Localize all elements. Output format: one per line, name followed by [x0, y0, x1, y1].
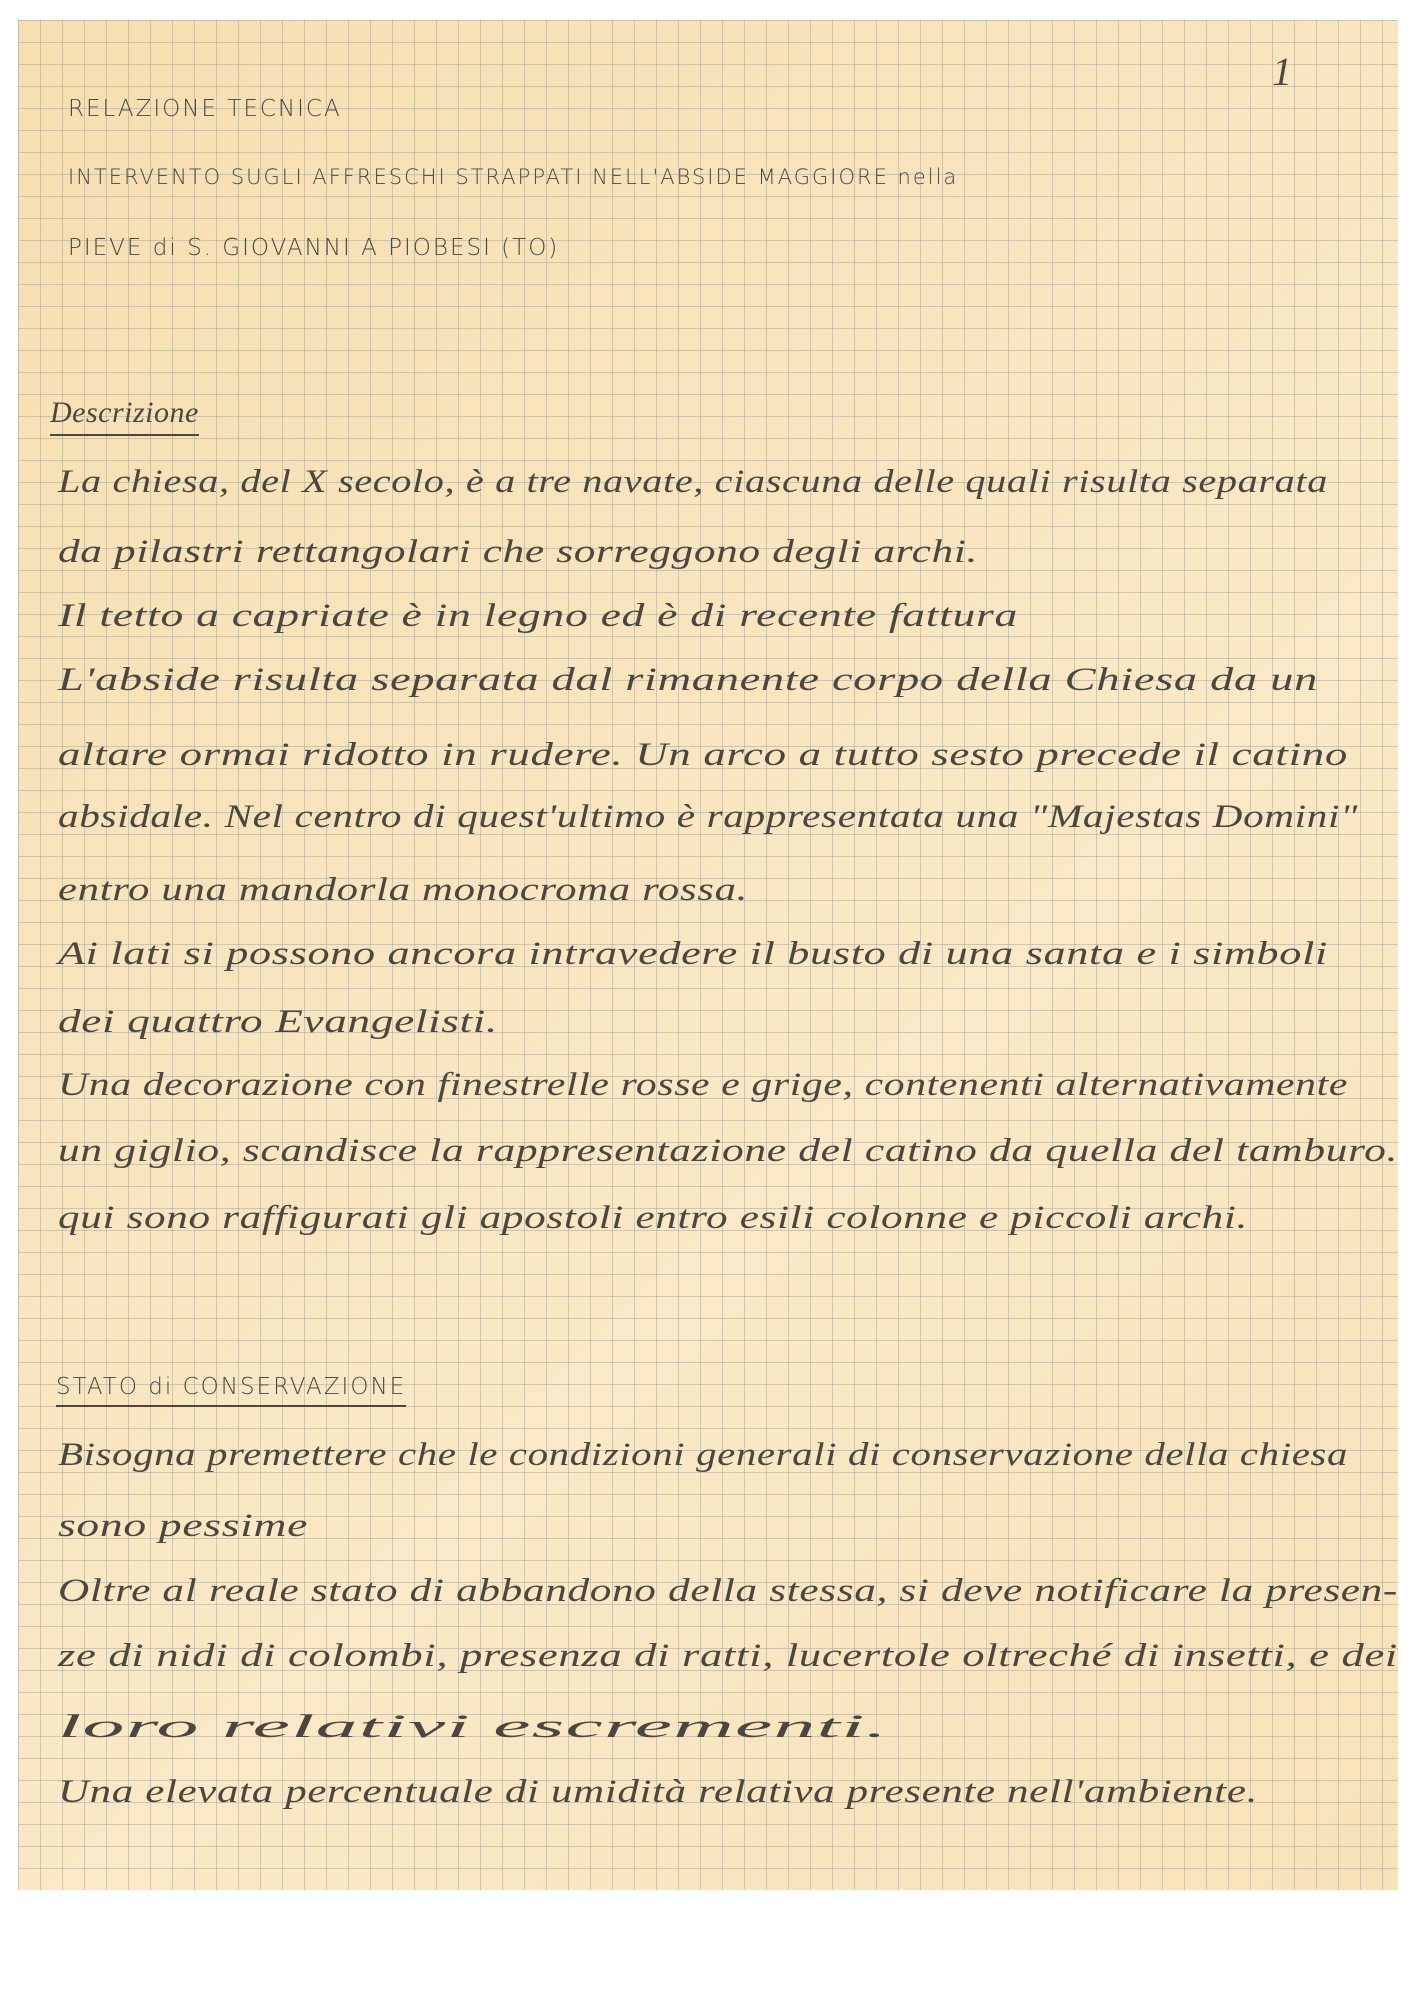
handwritten-line: Bisogna premettere che le condizioni generali di conservazione della chiesa [58, 1437, 1348, 1473]
section-heading-descrizione: Descrizione [50, 398, 199, 436]
handwritten-line: loro relativi escrementi. [58, 1709, 888, 1745]
handwritten-line: Oltre al reale stato di abbandono della stessa, si deve notificare la presen- [58, 1573, 1398, 1609]
handwritten-line: Il tetto a capriate è in legno ed è di recente fattura [58, 598, 1018, 634]
handwritten-line: L'abside risulta separata dal rimanente corpo della Chiesa da un [58, 662, 1318, 698]
handwritten-line: da pilastri rettangolari che sorreggono degli archi. [58, 534, 978, 570]
handwritten-line: entro una mandorla monocroma rossa. [58, 872, 748, 908]
handwritten-line: Ai lati si possono ancora intravedere il busto di una santa e i simboli [58, 936, 1328, 972]
handwritten-line: altare ormai ridotto in rudere. Un arco a tutto sesto precede il catino [58, 737, 1348, 773]
handwritten-line: absidale. Nel centro di quest'ultimo è rappresentata una "Majestas Domini" [58, 799, 1358, 835]
handwritten-line: dei quattro Evangelisti. [58, 1004, 498, 1040]
handwritten-line: un giglio, scandisce la rappresentazione del catino da quella del tamburo. [58, 1133, 1398, 1169]
handwritten-line: qui sono raffigurati gli apostoli entro esili colonne e piccoli archi. [58, 1200, 1248, 1236]
page-number: 1 [1272, 49, 1292, 94]
handwritten-line: Una elevata percentuale di umidità relativa presente nell'ambiente. [58, 1774, 1258, 1810]
handwritten-line: sono pessime [58, 1508, 308, 1544]
section-heading-stato-conservazione: STATO di CONSERVAZIONE [56, 1376, 406, 1407]
document-subtitle-line-2: PIEVE di S. GIOVANNI A PIOBESI (TO) [68, 235, 560, 261]
document-title: RELAZIONE TECNICA [68, 96, 342, 122]
document-subtitle-line-1: INTERVENTO SUGLI AFFRESCHI STRAPPATI NELL'ABSIDE MAGGIORE nella [68, 165, 959, 189]
handwritten-line: La chiesa, del X secolo, è a tre navate, ciascuna delle quali risulta separata [58, 464, 1328, 500]
handwritten-line: ze di nidi di colombi, presenza di ratti, lucertole oltreché di insetti, e dei [58, 1638, 1398, 1674]
handwritten-line: Una decorazione con finestrelle rosse e grige, contenenti alternativamente [58, 1067, 1348, 1103]
